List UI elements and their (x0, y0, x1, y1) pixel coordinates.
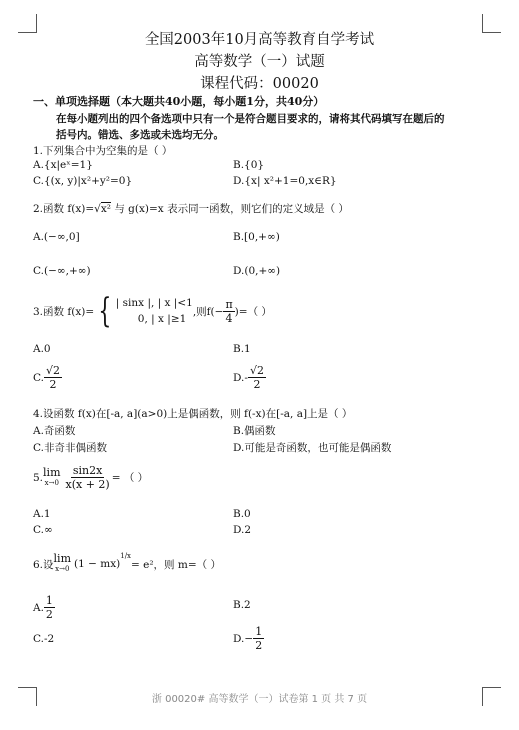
question-4-option-b: B.偶函数 (233, 425, 276, 437)
question-6-stem-start: 6.设 (33, 558, 54, 571)
question-4-option-c: C.非奇非偶函数 (33, 442, 107, 454)
question-5-option-d: D.2 (233, 524, 252, 536)
exam-title: 全国2003年10月高等教育自学考试 (144, 32, 375, 48)
lim-subscript: x→0 (44, 478, 59, 487)
case-2: 0, | x |≥1 (137, 313, 187, 325)
limit-exponent: 1/x (120, 552, 131, 560)
fraction-denominator: 2 (45, 608, 53, 621)
exam-subject: 高等数学（一）试题 (194, 54, 325, 70)
lim-subscript: x→0 (55, 565, 70, 573)
option-fraction (248, 364, 266, 391)
brace-symbol: { (98, 291, 112, 331)
question-6-stem (33, 554, 221, 574)
fraction-denominator: 2 (253, 378, 261, 391)
question-2-option-d: D.(0,+∞) (233, 265, 281, 277)
question-5-option-a: A.1 (33, 508, 51, 520)
question-3-stem-middle: ,则f(− (192, 305, 224, 318)
course-code: 课程代码：00020 (200, 76, 319, 92)
limit-base: (1 − mx) (74, 558, 121, 570)
fraction-numerator: 1 (255, 625, 263, 638)
question-1-option-a: A.{x|eˣ=1} (33, 159, 93, 171)
question-3-stem-start: 3.函数 f(x)= (33, 305, 95, 318)
question-2-stem-end: 与 g(x)=x 表示同一函数，则它们的定义域是（ ） (111, 203, 349, 215)
fraction-numerator: √2 (249, 364, 264, 377)
case-1: | sinx |, | x |<1 (115, 297, 193, 309)
fraction-numerator: π (225, 297, 233, 311)
option-fraction (44, 364, 62, 391)
question-3-stem (33, 291, 272, 331)
question-3-option-d (233, 364, 266, 391)
lim-text: lim (53, 552, 71, 565)
option-fraction (44, 594, 55, 621)
question-3-option-b: B.1 (233, 343, 251, 355)
question-6-option-b: B.2 (233, 599, 251, 611)
question-4-option-a: A.奇函数 (33, 425, 76, 437)
section-instruction-1: 在每小题列出的四个备选项中只有一个是符合题目要求的，请将其代码填写在题后的 (56, 113, 445, 125)
fraction-denominator: x(x + 2) (65, 478, 110, 491)
option-prefix: C. (33, 371, 44, 384)
section-instruction-2: 括号内。错选、多选或未选均无分。 (56, 129, 224, 141)
question-6-stem-end: = e²，则 m=（ ） (131, 558, 221, 571)
fraction-numerator: √2 (46, 364, 61, 377)
option-prefix: D.- (233, 371, 248, 384)
page-footer: 浙 00020# 高等数学（一）试卷第 1 页 共 7 页 (151, 694, 368, 705)
limit-operator (54, 554, 71, 574)
question-1-option-d: D.{x| x²+1=0,x∈R} (233, 175, 337, 187)
sqrt-symbol: √ (94, 203, 101, 215)
piecewise-cases (116, 295, 193, 327)
fraction-denominator: 4 (225, 311, 233, 325)
question-2-radicand: x² (100, 203, 111, 215)
option-prefix: D.− (233, 632, 254, 645)
question-2-option-b: B.[0,+∞) (233, 231, 280, 243)
question-3-option-a: A.0 (33, 343, 51, 355)
question-5-stem-end: = （ ） (111, 472, 149, 484)
pi-over-four (223, 298, 234, 325)
question-2-stem-start: 2.函数 f(x)= (33, 203, 95, 215)
question-1-option-c: C.{(x, y)|x²+y²=0} (33, 175, 133, 187)
limit-fraction (64, 464, 112, 491)
fraction-numerator: sin2x (72, 464, 103, 477)
question-5-option-c: C.∞ (33, 524, 53, 536)
question-2-option-c: C.(−∞,+∞) (33, 265, 91, 277)
question-6-option-c: C.-2 (33, 633, 55, 645)
question-1-stem: 1.下列集合中为空集的是（ ） (33, 145, 173, 157)
section-title: 一、单项选择题（本大题共40小题，每小题1分，共40分） (33, 95, 325, 108)
limit-operator (43, 465, 61, 488)
question-5-option-b: B.0 (233, 508, 251, 520)
fraction-denominator: 2 (255, 639, 263, 652)
question-5-stem-start: 5. (33, 471, 44, 484)
question-6-option-d (233, 625, 264, 652)
question-2-stem (33, 201, 349, 216)
question-1-option-b: B.{0} (233, 159, 265, 171)
question-5-stem (33, 464, 148, 491)
question-3-stem-end: )=（ ） (234, 305, 272, 318)
option-fraction (253, 625, 264, 652)
fraction-numerator: 1 (45, 594, 53, 607)
question-2-option-a: A.(−∞,0] (33, 231, 80, 243)
question-3-option-c (33, 364, 62, 391)
fraction-denominator: 2 (49, 378, 57, 391)
question-4-option-d: D.可能是奇函数，也可能是偶函数 (233, 442, 392, 454)
lim-text: lim (43, 465, 61, 479)
option-prefix: A. (33, 601, 44, 614)
question-4-stem: 4.设函数 f(x)在[-a, a](a>0)上是偶函数，则 f(-x)在[-a, a]上是（ ） (33, 408, 353, 420)
question-6-option-a (33, 594, 55, 621)
